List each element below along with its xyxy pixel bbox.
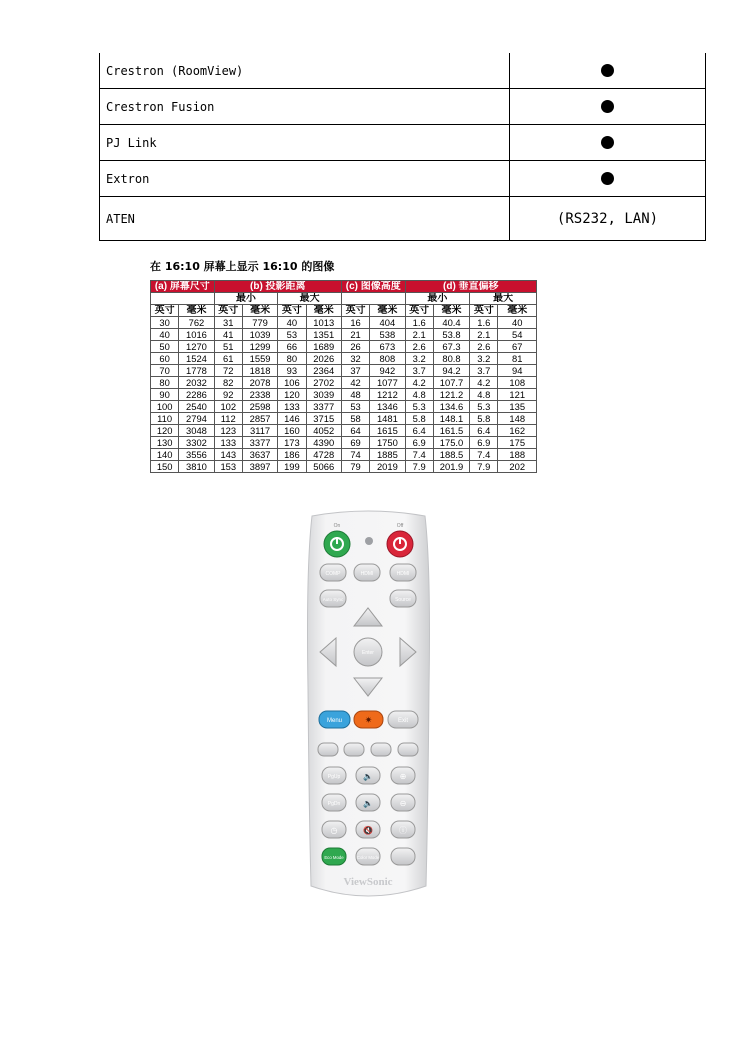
- table-cell: 2032: [179, 377, 214, 389]
- table-cell: 5.3: [405, 401, 433, 413]
- table-cell: 2.1: [405, 329, 433, 341]
- svg-text:Enter: Enter: [362, 650, 374, 656]
- unit-header-mm: 毫米: [179, 305, 214, 317]
- table-cell: 538: [370, 329, 405, 341]
- table-cell: 82: [214, 377, 242, 389]
- table-cell: 5.8: [470, 413, 498, 425]
- table-row: [151, 389, 537, 401]
- function-button[interactable]: [318, 743, 338, 756]
- table-cell: 54: [498, 329, 537, 341]
- table-cell: 779: [242, 317, 277, 329]
- table-cell: 175.0: [433, 437, 469, 449]
- protocol-name: Crestron (RoomView): [100, 53, 510, 89]
- table-cell: 1818: [242, 365, 277, 377]
- table-cell: 90: [151, 389, 179, 401]
- protocol-support: (RS232, LAN): [510, 197, 706, 241]
- table-cell: 48: [341, 389, 369, 401]
- table-cell: 108: [498, 377, 537, 389]
- header-max: 最大: [470, 293, 537, 305]
- table-cell: 121.2: [433, 389, 469, 401]
- table-cell: 42: [341, 377, 369, 389]
- table-cell: 160: [278, 425, 306, 437]
- table-cell: 60: [151, 353, 179, 365]
- table-cell: 2702: [306, 377, 341, 389]
- table-row: [151, 341, 537, 353]
- table-cell: 40: [151, 329, 179, 341]
- table-cell: 3302: [179, 437, 214, 449]
- table-cell: 1299: [242, 341, 277, 353]
- table-cell: 1885: [370, 449, 405, 461]
- table-cell: 92: [214, 389, 242, 401]
- table-cell: 107.7: [433, 377, 469, 389]
- table-row: [151, 461, 537, 473]
- zoom-out-icon: ⊖: [399, 799, 407, 808]
- table-row: [151, 317, 537, 329]
- table-cell: 61: [214, 353, 242, 365]
- table-cell: 3.2: [470, 353, 498, 365]
- table-cell: 3377: [242, 437, 277, 449]
- projection-distance-table: [150, 280, 537, 473]
- table-cell: 2.6: [405, 341, 433, 353]
- svg-text:COMP: COMP: [325, 571, 341, 577]
- table-cell: 202: [498, 461, 537, 473]
- table-cell: 4.8: [405, 389, 433, 401]
- table-cell: 69: [341, 437, 369, 449]
- table-cell: 1.6: [405, 317, 433, 329]
- table-cell: 94: [498, 365, 537, 377]
- table-cell: 1077: [370, 377, 405, 389]
- table-cell: 6.4: [470, 425, 498, 437]
- table-row: [151, 437, 537, 449]
- table-cell: 3637: [242, 449, 277, 461]
- timer-icon: ◷: [330, 826, 338, 835]
- table-cell: 123: [214, 425, 242, 437]
- table-cell: 120: [151, 425, 179, 437]
- pattern-button[interactable]: [391, 848, 415, 865]
- header-screen-size: (a) 屏幕尺寸: [151, 281, 215, 293]
- table-cell: 2026: [306, 353, 341, 365]
- table-cell: 1351: [306, 329, 341, 341]
- table-cell: 5.8: [405, 413, 433, 425]
- table-cell: 66: [278, 341, 306, 353]
- table-cell: 199: [278, 461, 306, 473]
- table-cell: 80: [278, 353, 306, 365]
- supported-dot-icon: [601, 136, 614, 149]
- supported-dot-icon: [601, 172, 614, 185]
- table-cell: 2338: [242, 389, 277, 401]
- table-cell: 133: [214, 437, 242, 449]
- table-cell: 1013: [306, 317, 341, 329]
- table-cell: 2794: [179, 413, 214, 425]
- table-cell: 72: [214, 365, 242, 377]
- unit-header-inch: 英寸: [278, 305, 306, 317]
- table-cell: 148: [498, 413, 537, 425]
- table-cell: 3810: [179, 461, 214, 473]
- table-cell: 120: [278, 389, 306, 401]
- table-row: [151, 353, 537, 365]
- table-cell: 186: [278, 449, 306, 461]
- svg-text:Eco Mode: Eco Mode: [324, 855, 344, 860]
- header-min: 最小: [214, 293, 278, 305]
- unit-header-mm: 毫米: [306, 305, 341, 317]
- table-cell: 6.9: [405, 437, 433, 449]
- table-cell: 673: [370, 341, 405, 353]
- table-cell: 3039: [306, 389, 341, 401]
- table-cell: 74: [341, 449, 369, 461]
- power-on-button[interactable]: [324, 531, 350, 557]
- supported-dot-icon: [601, 64, 614, 77]
- table-cell: 53: [341, 401, 369, 413]
- ir-led-icon: [365, 537, 373, 545]
- table-cell: 942: [370, 365, 405, 377]
- table-cell: 94.2: [433, 365, 469, 377]
- svg-text:HDMI: HDMI: [396, 571, 410, 577]
- volume-down-icon: 🔈: [363, 799, 373, 808]
- table-cell: 53: [278, 329, 306, 341]
- table-cell: 1346: [370, 401, 405, 413]
- unit-header-inch: 英寸: [151, 305, 179, 317]
- table-cell: 100: [151, 401, 179, 413]
- table-cell: 2364: [306, 365, 341, 377]
- table-cell: 3715: [306, 413, 341, 425]
- table-cell: 2078: [242, 377, 277, 389]
- svg-text:Menu: Menu: [326, 718, 343, 724]
- table-cell: 201.9: [433, 461, 469, 473]
- table-cell: 135: [498, 401, 537, 413]
- function-button[interactable]: [371, 743, 391, 756]
- unit-header-mm: 毫米: [433, 305, 469, 317]
- table-cell: 58: [341, 413, 369, 425]
- table-cell: 1615: [370, 425, 405, 437]
- table-cell: 162: [498, 425, 537, 437]
- protocol-row: [100, 53, 706, 89]
- svg-text:PgUp: PgUp: [327, 774, 341, 780]
- table-cell: 30: [151, 317, 179, 329]
- protocol-table: [99, 53, 706, 241]
- table-cell: 5066: [306, 461, 341, 473]
- table-cell: 762: [179, 317, 214, 329]
- protocol-name: ATEN: [100, 197, 510, 241]
- table-cell: 153: [214, 461, 242, 473]
- protocol-name: Crestron Fusion: [100, 89, 510, 125]
- volume-up-icon: 🔈: [363, 772, 373, 781]
- table-row: [151, 449, 537, 461]
- table-cell: 150: [151, 461, 179, 473]
- table-cell: 81: [498, 353, 537, 365]
- table-cell: 4.2: [405, 377, 433, 389]
- unit-header-inch: 英寸: [405, 305, 433, 317]
- table-cell: 37: [341, 365, 369, 377]
- table-cell: 32: [341, 353, 369, 365]
- table-cell: 1689: [306, 341, 341, 353]
- table-cell: 3377: [306, 401, 341, 413]
- svg-text:Source: Source: [395, 597, 411, 603]
- protocol-name: PJ Link: [100, 125, 510, 161]
- unit-header-inch: 英寸: [214, 305, 242, 317]
- off-label: Off: [396, 523, 404, 529]
- protocol-row: [100, 89, 706, 125]
- unit-header-mm: 毫米: [498, 305, 537, 317]
- table-cell: 102: [214, 401, 242, 413]
- remote-control: [306, 508, 431, 900]
- power-off-button[interactable]: [387, 531, 413, 557]
- table-cell: 6.9: [470, 437, 498, 449]
- table-cell: 31: [214, 317, 242, 329]
- table-cell: 21: [341, 329, 369, 341]
- table-cell: 67: [498, 341, 537, 353]
- table-cell: 70: [151, 365, 179, 377]
- table-cell: 148.1: [433, 413, 469, 425]
- table-cell: 130: [151, 437, 179, 449]
- table-row: [151, 413, 537, 425]
- table-cell: 1039: [242, 329, 277, 341]
- brand-logo: ViewSonic: [343, 876, 393, 888]
- table-cell: 106: [278, 377, 306, 389]
- table-cell: 1016: [179, 329, 214, 341]
- unit-header-inch: 英寸: [470, 305, 498, 317]
- table-cell: 2.6: [470, 341, 498, 353]
- table-cell: 40: [498, 317, 537, 329]
- protocol-support: [510, 53, 706, 89]
- table-cell: 2286: [179, 389, 214, 401]
- svg-text:Color Mode: Color Mode: [356, 855, 380, 860]
- table-row: [151, 377, 537, 389]
- on-label: On: [333, 523, 341, 529]
- table-cell: 7.9: [470, 461, 498, 473]
- svg-text:HDMI: HDMI: [360, 571, 374, 577]
- header-min: 最小: [405, 293, 470, 305]
- table-cell: 7.4: [470, 449, 498, 461]
- svg-text:Exit: Exit: [397, 718, 409, 724]
- table-cell: 146: [278, 413, 306, 425]
- table-cell: 51: [214, 341, 242, 353]
- table-cell: 93: [278, 365, 306, 377]
- table-cell: 808: [370, 353, 405, 365]
- protocol-support: [510, 89, 706, 125]
- table-cell: 404: [370, 317, 405, 329]
- table-cell: 40: [278, 317, 306, 329]
- table-cell: 188: [498, 449, 537, 461]
- mute-icon: 🔇: [363, 826, 373, 835]
- svg-text:PgDn: PgDn: [327, 801, 341, 807]
- protocol-row: [100, 125, 706, 161]
- table-cell: 41: [214, 329, 242, 341]
- table-cell: 5.3: [470, 401, 498, 413]
- table-cell: 50: [151, 341, 179, 353]
- table-cell: 1212: [370, 389, 405, 401]
- table-cell: 1778: [179, 365, 214, 377]
- table-cell: 4.8: [470, 389, 498, 401]
- table-cell: 2540: [179, 401, 214, 413]
- header-max: 最大: [278, 293, 342, 305]
- table-cell: 67.3: [433, 341, 469, 353]
- table-cell: 173: [278, 437, 306, 449]
- table-cell: 3117: [242, 425, 277, 437]
- table-cell: 3.7: [470, 365, 498, 377]
- info-icon: ⓘ: [399, 826, 407, 835]
- laser-icon: ✷: [364, 716, 373, 726]
- function-button[interactable]: [344, 743, 364, 756]
- table-cell: 140: [151, 449, 179, 461]
- header-vertical-offset: (d) 垂直偏移: [405, 281, 536, 293]
- table-cell: 134.6: [433, 401, 469, 413]
- table-cell: 1559: [242, 353, 277, 365]
- table-cell: 1270: [179, 341, 214, 353]
- unit-header-inch: 英寸: [341, 305, 369, 317]
- unit-header-mm: 毫米: [370, 305, 405, 317]
- table-cell: 133: [278, 401, 306, 413]
- table-cell: 7.9: [405, 461, 433, 473]
- table-cell: 6.4: [405, 425, 433, 437]
- table-cell: 1481: [370, 413, 405, 425]
- protocol-row: [100, 161, 706, 197]
- table-cell: 2598: [242, 401, 277, 413]
- supported-dot-icon: [601, 100, 614, 113]
- table-cell: 3048: [179, 425, 214, 437]
- table-cell: 110: [151, 413, 179, 425]
- table-cell: 1524: [179, 353, 214, 365]
- table-row: [151, 401, 537, 413]
- table-cell: 3897: [242, 461, 277, 473]
- table-cell: 2019: [370, 461, 405, 473]
- table-cell: 4052: [306, 425, 341, 437]
- table-cell: 2.1: [470, 329, 498, 341]
- table-cell: 3.7: [405, 365, 433, 377]
- table-cell: 64: [341, 425, 369, 437]
- header-image-height: (c) 图像高度: [341, 281, 405, 293]
- table-cell: 175: [498, 437, 537, 449]
- table-cell: 1.6: [470, 317, 498, 329]
- table-cell: 40.4: [433, 317, 469, 329]
- function-button[interactable]: [398, 743, 418, 756]
- unit-header-mm: 毫米: [242, 305, 277, 317]
- table-cell: 4728: [306, 449, 341, 461]
- table-cell: 80: [151, 377, 179, 389]
- table-cell: 26: [341, 341, 369, 353]
- protocol-support: [510, 125, 706, 161]
- table-row: [151, 365, 537, 377]
- protocol-row: [100, 197, 706, 241]
- projection-caption: 在 16:10 屏幕上显示 16:10 的图像: [150, 260, 335, 273]
- svg-text:Auto Sync: Auto Sync: [322, 597, 344, 602]
- table-cell: 1750: [370, 437, 405, 449]
- table-cell: 161.5: [433, 425, 469, 437]
- protocol-support: [510, 161, 706, 197]
- table-cell: 143: [214, 449, 242, 461]
- table-cell: 7.4: [405, 449, 433, 461]
- table-cell: 80.8: [433, 353, 469, 365]
- table-cell: 53.8: [433, 329, 469, 341]
- table-cell: 121: [498, 389, 537, 401]
- table-row: [151, 329, 537, 341]
- table-cell: 2857: [242, 413, 277, 425]
- table-cell: 3556: [179, 449, 214, 461]
- header-projection-distance: (b) 投影距离: [214, 281, 341, 293]
- table-cell: 79: [341, 461, 369, 473]
- protocol-name: Extron: [100, 161, 510, 197]
- table-row: [151, 425, 537, 437]
- table-cell: 4390: [306, 437, 341, 449]
- table-cell: 112: [214, 413, 242, 425]
- table-cell: 3.2: [405, 353, 433, 365]
- table-cell: 4.2: [470, 377, 498, 389]
- zoom-in-icon: ⊕: [399, 772, 407, 781]
- table-cell: 188.5: [433, 449, 469, 461]
- table-cell: 16: [341, 317, 369, 329]
